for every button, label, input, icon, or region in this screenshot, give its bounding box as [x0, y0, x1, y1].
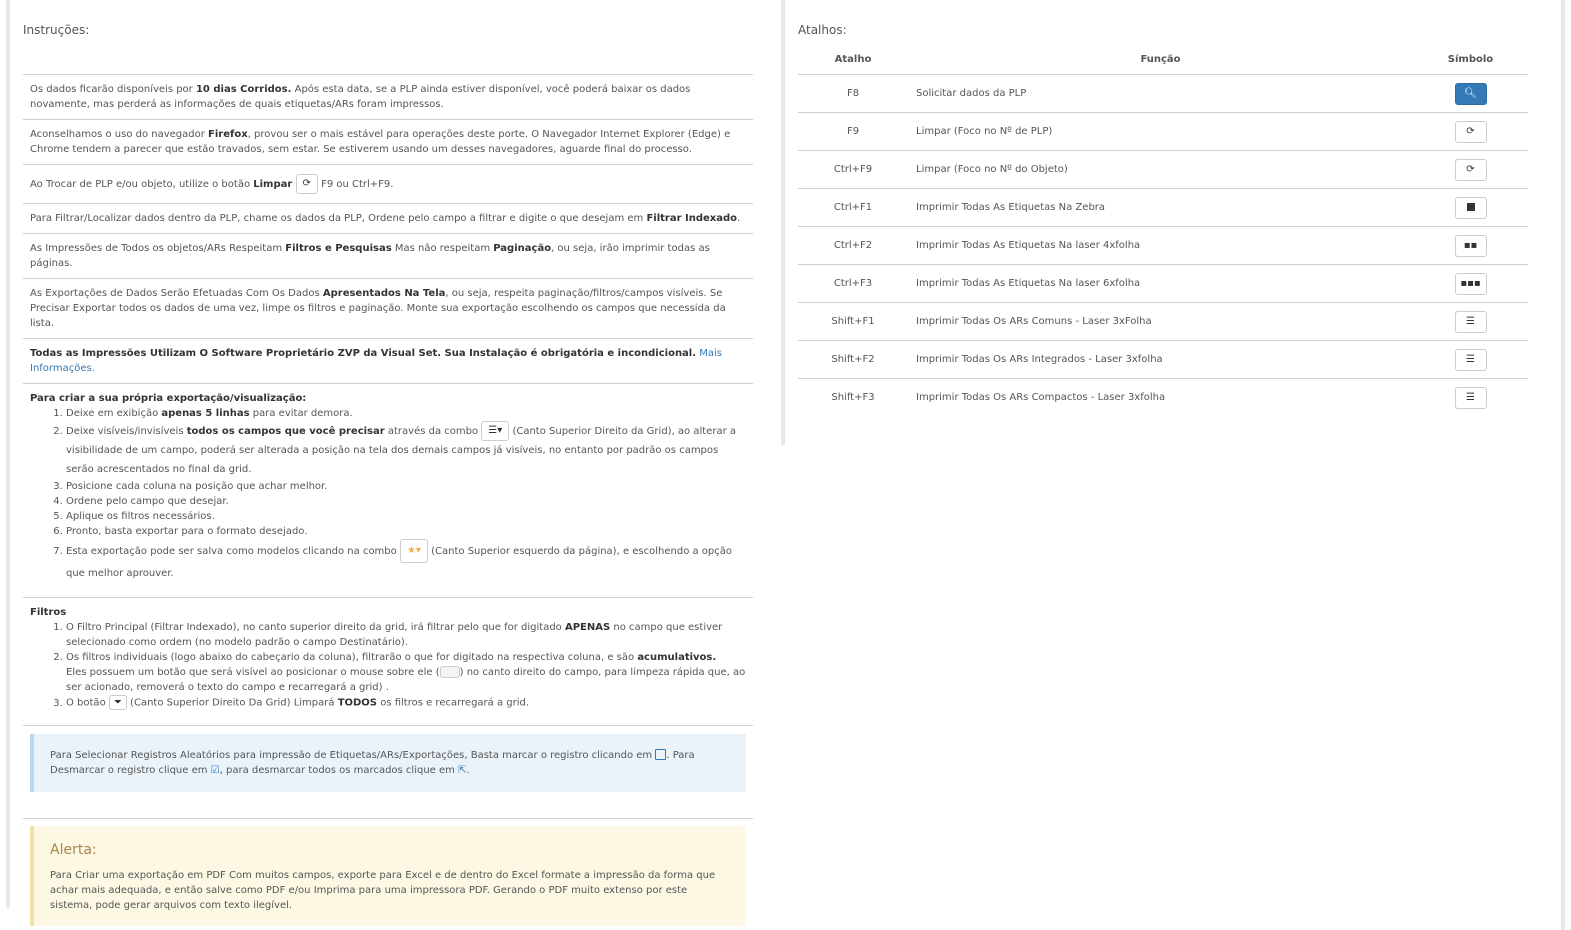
search-icon: 🔍︎ [1464, 87, 1477, 99]
list-icon: ☰ [1466, 353, 1475, 365]
refresh-button-sample[interactable] [296, 174, 318, 194]
clear-field-button-sample[interactable] [440, 666, 460, 678]
list-item: 1. O Filtro Principal (Filtrar Indexado), no canto superior direito da grid, irá filtrar pelo que for digitado APENAS no campo que estiver selecionado como ordem (no modelo padrão o campo Destinatário). [66, 620, 746, 650]
clear-filters-button-sample[interactable] [109, 695, 127, 710]
filters-title: Filtros [30, 607, 67, 618]
right-border [1561, 0, 1565, 930]
stop-icon [1467, 203, 1475, 211]
caret-down-icon: ▾ [415, 545, 421, 556]
table-row [798, 75, 1528, 113]
clear-object-button[interactable] [1455, 159, 1487, 181]
checkbox-empty-icon [655, 749, 666, 760]
instruction-retention: Os dados ficarão disponíveis por 10 dias Corridos. Após esta data, se a PLP ainda estiver disponível, você poderá baixar os dados novamente, mas perderá as informações de quais etiquetas/ARs foram impressos. [23, 74, 753, 119]
filter-icon: ⏷ [113, 697, 122, 708]
alert-text: Para Criar uma exportação em PDF Com muitos campos, exporte para Excel e de dentro do Excel formate a impressão da forma que achar mais adequada, e então salve como PDF e/ou Imprima para uma impressora PDF. Gerando o PDF muito extenso por este sistema, pode gerar arquivos com texto ilegível. [50, 869, 716, 911]
list-item: 2. Os filtros individuais (logo abaixo do cabeçario da coluna), filtrarão o que for digitado na respectiva coluna, e são acumulativos. Eles possuem um botão que será visível ao posicionar o mouse sobre ele ( ) no canto direito do campo, para limpeza rápida que, ao ser acionado, removerá o texto do campo e recarregará a grid) . [66, 650, 746, 695]
refresh-icon: ⟳ [1466, 125, 1475, 137]
shortcut-key: Shift+F2 [798, 341, 908, 379]
instruction-export: As Exportações de Dados Serão Efetuadas Com Os Dados Apresentados Na Tela, ou seja, respeita paginação/filtros/campos visíveis. Se Precisar Exportar todos os dados de uma vez, limpe os filtros e paginação. Monte sua exportação escolhendo os campos que necessida da lista. [23, 278, 753, 338]
shortcut-key: Shift+F3 [798, 379, 908, 417]
instructions-title: Instruções: [23, 23, 90, 37]
filters-section [23, 597, 753, 725]
alert-box [30, 826, 746, 926]
clear-plp-button[interactable] [1455, 121, 1487, 143]
instruction-browser: Aconselhamos o uso do navegador Firefox, provou ser o mais estável para operações deste porte. O Navegador Internet Explorer (Edge) e Chrome tendem a parecer que estão travados, sem estar. Se estiverem usando um desses navegadores, aguarde final do processo. [23, 119, 753, 164]
shortcut-key: Shift+F1 [798, 303, 908, 341]
table-row [798, 151, 1528, 189]
table-header-row [798, 44, 1528, 75]
custom-export-title: Para criar a sua própria exportação/visualização: [30, 393, 307, 404]
shortcut-function: Imprimir Todas Os ARs Integrados - Laser 3xfolha [908, 341, 1413, 379]
shortcuts-table [798, 44, 1528, 416]
instructions-panel [23, 0, 753, 926]
shortcut-function: Imprimir Todas As Etiquetas Na laser 6xfolha [908, 265, 1413, 303]
list-item: 1. Deixe em exibição apenas 5 linhas para evitar demora. [66, 406, 746, 421]
print-laser-6x-button[interactable] [1455, 273, 1487, 295]
table-row [798, 227, 1528, 265]
instruction-clear: Ao Trocar de PLP e/ou objeto, utilize o botão Limpar ⟳ F9 ou Ctrl+F9. [23, 164, 753, 203]
divider [23, 725, 753, 726]
selection-info-box: Para Selecionar Registros Aleatórios para impressão de Etiquetas/ARs/Exportações, Basta marcar o registro clicando em . Para Desmarcar o registro clique em ☑, para desmarcar todos os marcados clique em ⇱. [30, 734, 746, 792]
shortcut-key: Ctrl+F2 [798, 227, 908, 265]
table-row [798, 113, 1528, 151]
instruction-printing: As Impressões de Todos os objetos/ARs Respeitam Filtros e Pesquisas Mas não respeitam Paginação, ou seja, irão imprimir todas as páginas. [23, 233, 753, 278]
shortcut-function: Imprimir Todas As Etiquetas Na laser 4xfolha [908, 227, 1413, 265]
instruction-software: Todas as Impressões Utilizam O Software Proprietário ZVP da Visual Set. Sua Instalação é obrigatória e incondicional. Mais Informações. [23, 338, 753, 383]
shortcut-key: F8 [798, 75, 908, 113]
custom-export-steps [30, 406, 746, 585]
divider [23, 818, 753, 819]
shortcut-function: Limpar (Foco no Nº de PLP) [908, 113, 1413, 151]
custom-export-section [23, 383, 753, 597]
column-header-shortcut: Atalho [834, 53, 872, 65]
print-zebra-button[interactable] [1455, 197, 1487, 219]
share-square-icon: ⇱ [458, 764, 467, 776]
list-icon: ☰ [1466, 391, 1475, 403]
print-ar-compact-button[interactable] [1455, 387, 1487, 409]
checkbox-checked-icon: ☑ [210, 764, 220, 776]
shortcuts-panel [798, 0, 1528, 416]
column-header-symbol: Símbolo [1447, 53, 1494, 65]
table-row [798, 265, 1528, 303]
list-item: 3. Posicione cada coluna na posição que achar melhor. [66, 479, 746, 494]
left-border [6, 0, 10, 908]
list-item: 5. Aplique os filtros necessários. [66, 509, 746, 524]
shortcut-key: Ctrl+F1 [798, 189, 908, 227]
shortcut-function: Solicitar dados da PLP [908, 75, 1413, 113]
refresh-icon: ⟳ [1466, 163, 1475, 175]
column-chooser-button-sample[interactable] [481, 421, 509, 441]
shortcuts-title: Atalhos: [798, 23, 847, 37]
print-ar-integrated-button[interactable] [1455, 349, 1487, 371]
shortcut-function: Imprimir Todas Os ARs Compactos - Laser 3xfolha [908, 379, 1413, 417]
instruction-filter: Para Filtrar/Localizar dados dentro da PLP, chame os dados da PLP, Ordene pelo campo a filtrar e digite o que desejam em Filtrar Indexado. [23, 203, 753, 233]
table-row [798, 303, 1528, 341]
list-item: 4. Ordene pelo campo que desejar. [66, 494, 746, 509]
search-button[interactable] [1455, 83, 1487, 105]
table-row [798, 379, 1528, 417]
shortcut-function: Imprimir Todas As Etiquetas Na Zebra [908, 189, 1413, 227]
table-row [798, 341, 1528, 379]
table-row [798, 189, 1528, 227]
shortcut-function: Imprimir Todas Os ARs Comuns - Laser 3xFolha [908, 303, 1413, 341]
list-item: 6. Pronto, basta exportar para o formato desejado. [66, 524, 746, 539]
list-icon: ☰ [1466, 315, 1475, 327]
panel-divider [781, 0, 785, 445]
shortcut-function: Limpar (Foco no Nº do Objeto) [908, 151, 1413, 189]
refresh-icon: ⟳ [302, 178, 311, 189]
list-icon: ☰▾ [488, 425, 503, 436]
print-laser-4x-button[interactable] [1455, 235, 1487, 257]
alert-title: Alerta: [50, 841, 97, 858]
favorites-button-sample[interactable] [400, 539, 428, 563]
filters-steps [30, 620, 746, 711]
shortcut-key: F9 [798, 113, 908, 151]
more-info-link[interactable]: Mais Informações. [30, 348, 722, 374]
th-icon: ▪▪▪ [1460, 277, 1481, 289]
shortcut-key: Ctrl+F9 [798, 151, 908, 189]
list-item: 3. O botão ⏷ (Canto Superior Direito Da Grid) Limpará TODOS os filtros e recarregará a grid. [66, 695, 746, 711]
star-icon: ★ [406, 545, 416, 556]
print-ar-common-button[interactable] [1455, 311, 1487, 333]
column-header-function: Função [1140, 53, 1181, 65]
list-item: 7. Esta exportação pode ser salva como modelos clicando na combo ★▾ (Canto Superior esquerdo da página), e escolhendo a opção que melhor aprouver. [66, 539, 746, 585]
list-item: 2. Deixe visíveis/invisíveis todos os campos que você precisar através da combo ☰▾ (Canto Superior Direito da Grid), ao alterar a visibilidade de um campo, poderá ser alterada a posição na tela dos demais campos já visíveis, no entanto por padrão os campos serão acrescentados no final da grid. [66, 421, 746, 479]
th-large-icon: ▪▪ [1463, 239, 1478, 251]
shortcut-key: Ctrl+F3 [798, 265, 908, 303]
